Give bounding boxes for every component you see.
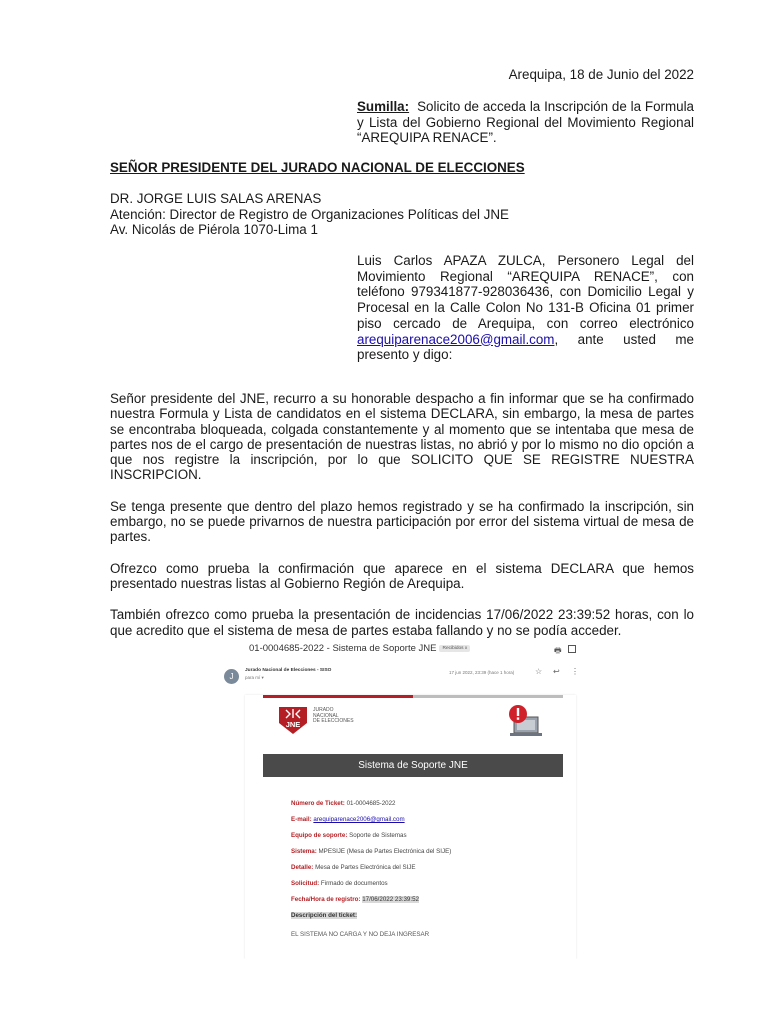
body-paragraph: Ofrezco como prueba la confirmación que aparece en el sistema DECLARA que hemos presentado nuestras listas al Gobierno Región de Arequipa. (110, 560, 694, 591)
jne-logo-text (313, 708, 354, 725)
field-value: Mesa de Partes Electrónica del SIJE (315, 864, 416, 871)
logo-abbr: JNE (285, 720, 301, 729)
email-sender: Jurado Nacional de Elecciones - SISO (245, 668, 332, 673)
ticket-message: EL SISTEMA NO CARGA Y NO DEJA INGRESAR (291, 931, 430, 938)
sumilla (357, 99, 694, 146)
sumilla-label: Sumilla: (357, 99, 410, 114)
field-label: Equipo de soporte: (291, 832, 348, 839)
request-field (291, 880, 388, 887)
sender-avatar: J (224, 669, 239, 684)
email-screenshot (217, 641, 585, 959)
body-paragraph: Se tenga presente que dentro del plazo hemos registrado y se ha confirmado la inscripción, sin embargo, no se puede privarnos de nuestra participación por error del sistema virtual de mesa de partes. (110, 498, 694, 545)
email-subject-text: 01-0004685-2022 - Sistema de Soporte JNE (249, 643, 437, 654)
star-icon: ☆ (535, 667, 543, 676)
addressee-name: DR. JORGE LUIS SALAS ARENAS (110, 191, 322, 206)
email-subject (249, 643, 470, 654)
intro-text-end: , ante usted me presento y digo: (357, 331, 694, 363)
letter-body (110, 391, 694, 654)
field-value: Firmado de documentos (320, 880, 388, 887)
detail-field (291, 864, 416, 871)
more-icon: ⋮ (571, 667, 579, 676)
ticket-description-field (291, 912, 357, 919)
logo-text-line: DE ELECCIONES (313, 718, 354, 725)
field-value: 01-0004685-2022 (346, 800, 396, 807)
jne-logo-icon (278, 705, 308, 735)
field-label: E-mail: (291, 816, 312, 823)
field-label: Solicitud: (291, 880, 320, 887)
reply-icon: ↩ (553, 667, 560, 676)
intro-email-link[interactable]: arequiparenace2006@gmail.com (357, 331, 555, 347)
laptop-alert-icon (504, 703, 544, 741)
logo-text-line: NACIONAL (313, 712, 339, 719)
print-icon: 🖶 (554, 646, 562, 655)
addressee-block (110, 191, 509, 238)
logo-text-line: JURADO (313, 707, 334, 713)
letter-heading: SEÑOR PRESIDENTE DEL JURADO NACIONAL DE ELECCIONES (110, 160, 525, 175)
email-body (245, 695, 576, 959)
field-value: 17/06/2022 23:39:52 (362, 896, 419, 903)
open-new-window-icon (568, 645, 576, 653)
field-value: MPESIJE (Mesa de Partes Electrónica del SIJE) (318, 848, 452, 855)
letter-date: Arequipa, 18 de Junio del 2022 (508, 67, 694, 82)
support-banner: Sistema de Soporte JNE (263, 754, 563, 777)
sumilla-text: Solicito de acceda la Inscripción de la Formula y Lista del Gobierno Regional del Movimiento Regional “AREQUIPA RENACE”. (357, 99, 694, 146)
addressee-attention: Atención: Director de Registro de Organizaciones Políticas del JNE (110, 206, 509, 222)
ticket-email-link[interactable]: arequiparenace2006@gmail.com (313, 816, 405, 823)
field-label: Descripción del ticket: (291, 912, 358, 919)
field-value: Soporte de Sistemas (349, 832, 407, 839)
ticket-number-field (291, 800, 395, 807)
email-field (291, 816, 405, 823)
field-label: Detalle: (291, 864, 314, 871)
email-recipient: para mí ▾ (245, 675, 264, 680)
field-label: Número de Ticket: (291, 800, 345, 807)
email-time: 17 jun 2022, 23:39 (hace 1 hora) (449, 670, 515, 675)
registration-date-field (291, 896, 419, 903)
top-color-bar (263, 695, 563, 698)
system-field (291, 848, 451, 855)
field-label: Sistema: (291, 848, 317, 855)
support-team-field (291, 832, 407, 839)
intro-paragraph (357, 253, 694, 363)
body-paragraph: También ofrezco como prueba la presentación de incidencias 17/06/2022 23:39:52 horas, con lo que acredito que el sistema de mesa de partes estaba fallando y no se podía acceder. (110, 607, 694, 638)
field-label: Fecha/Hora de registro: (291, 896, 361, 903)
intro-text: Luis Carlos APAZA ZULCA, Personero Legal del Movimiento Regional “AREQUIPA RENACE”, con teléfono 979341877-928036436, con Domicilio Legal y Procesal en la Calle Colon No 131-B Oficina 01 primer piso cercado de Arequipa, con correo electrónico (357, 253, 694, 331)
inbox-tag: Recibidos x (439, 645, 470, 652)
body-paragraph: Señor presidente del JNE, recurro a su honorable despacho a fin informar que se ha confirmado nuestra Formula y Lista de candidatos en el sistema DECLARA, sin embargo, la mesa de partes se encontraba bloqueada, colgada constantemente y al momento que se intentaba que mesa de partes nos de el cargo de presentación de nuestras listas, no abrió y por lo mismo no dio opción a que nos registre la inscripción, por lo que SOLICITO QUE SE REGISTRE NUESTRA INSCRIPCION. (110, 391, 694, 483)
addressee-address: Av. Nicolás de Piérola 1070-Lima 1 (110, 222, 318, 238)
